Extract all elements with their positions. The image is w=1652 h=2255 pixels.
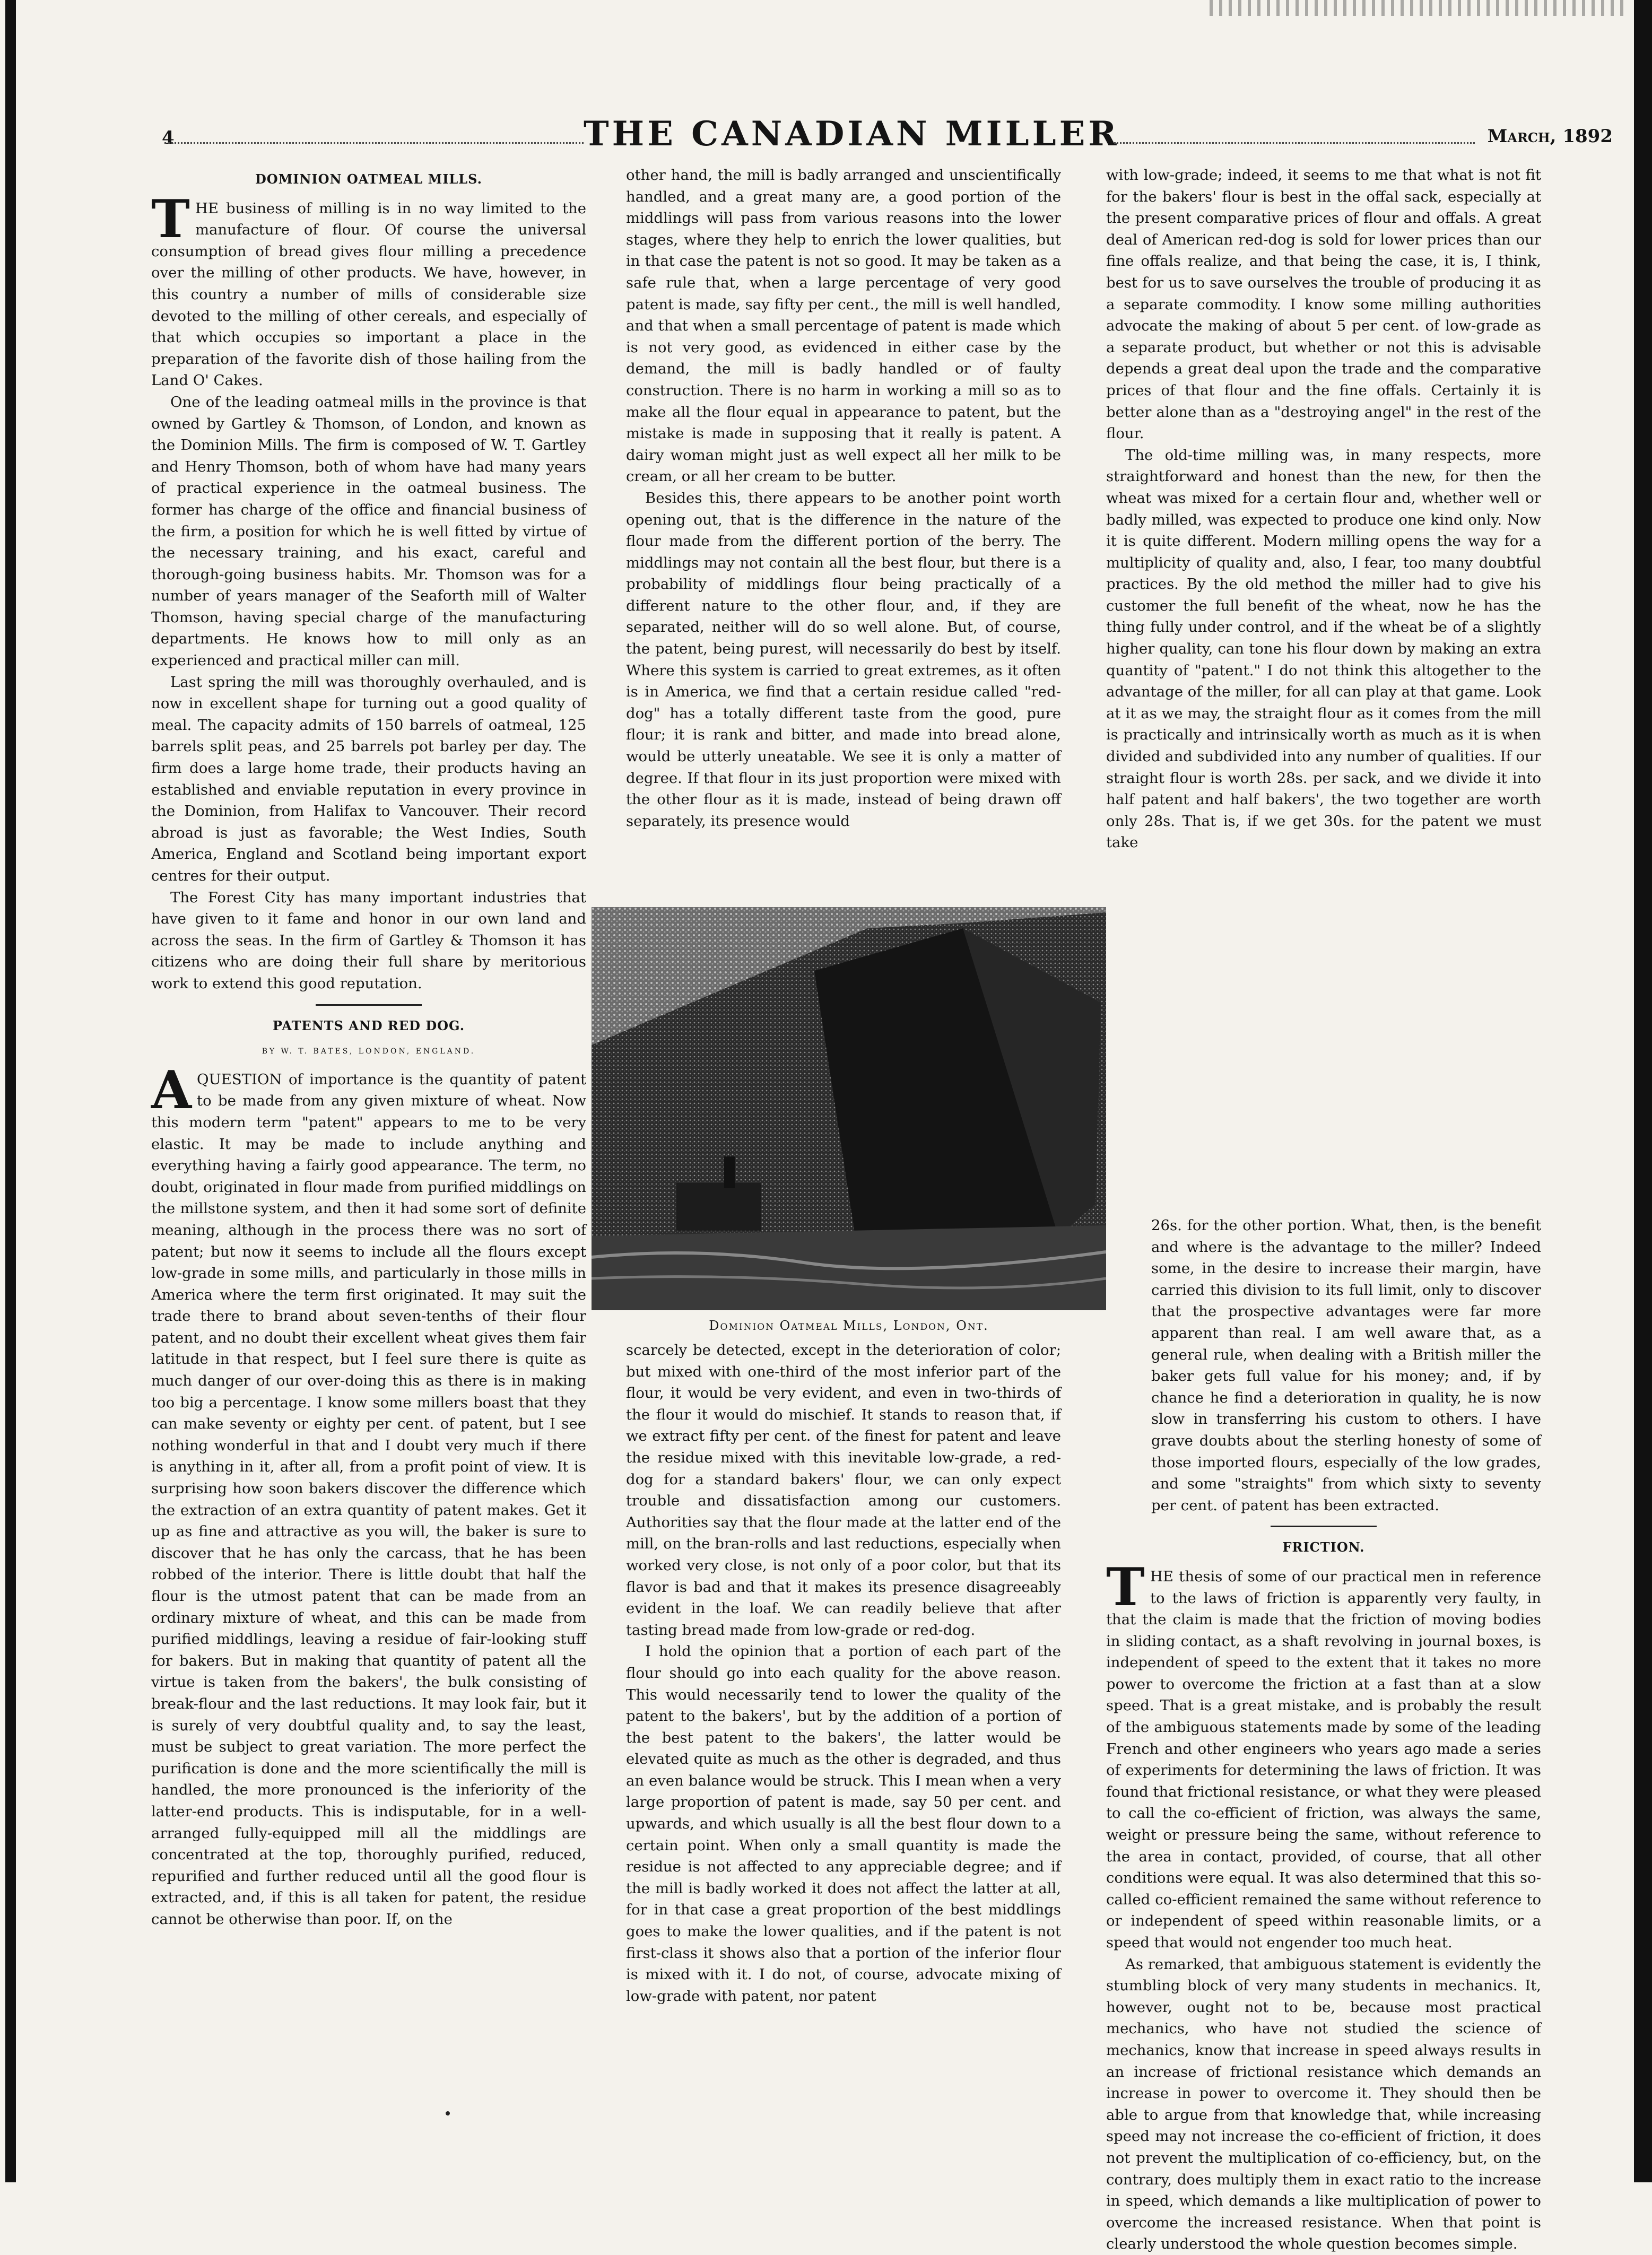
patents-p1-text: QUESTION of importance is the quantity of patent to be made from any given mixture of wheat. Now this modern term "patent" appears to me to be very elastic. It may be made to include anything and everything having a fairly good appearance. The term, no doubt, originated in flour made from purified middlings on the millstone system, and then it had some sort of definite meaning, although in the process there was no sort of patent; but now it seems to include all the flours except low-grade in some mills, and particularly in those mills in America where the term first originated. It may suit the trade there to brand about seven-tenths of their flour patent, and no doubt their excellent wheat gives them fair latitude in that respect, but I feel sure there is quite as much danger of our over-doing this as there is in making too big a percentage. I know some millers boast that they can make seventy or eighty per cent. of patent, but I see nothing wonderful in that and I doubt very much if there is anything in it, after all, from a profit point of view. It is surprising how soon bakers discover the difference which the extraction of an extra quantity of patent makes. Get it up as fine and attractive as you will, the baker is sure to discover that he has only the carcass, that he has been robbed of the interior. There is little doubt that half the flour is the utmost patent that can be made from an ordinary mixture of wheat, and this can be made from purified middlings, leaving a residue of fair-looking stuff for bakers. But in making that quantity of patent all the virtue is taken from the bakers', the bulk consisting of break-flour and the last reductions. It may look fair, but it is surely of very doubtful quality and, to say the least, must be subject to great variation. The more perfect the purification is done and the more scientifically the mill is handled, the more pronounced is the inferiority of the latter-end products. This is indisputable, for in a well-arranged fully-equipped mill all the middlings are concentrated at the top, thoroughly purified, reduced, repurified and further reduced until all the good flour is extracted, and, if this is all taken for patent, the residue cannot be otherwise than poor. If, on the [151,1070,586,1928]
article-title-patents: PATENTS AND RED DOG. [272,1017,465,1033]
scan-right-edge [1634,0,1652,2182]
patents-continued-7: 26s. for the other portion. What, then, is the benefit and where is the advantage to the miller? Indeed some, in the desire to increase their margin, have carried this division to its full limit, only to discover that the prospective advantages were far more apparent than real. I am well aware that, as a general rule, when dealing with a British miller the baker gets full value for his money; and, if by chance he find a deterioration in quality, he is now slow in transferring his custom to others. I have grave doubts about the sterling honesty of some of those imported flours, especially of the low grades, and some "straights" from which sixty to seventy per cent. of patent has been extracted. [1151,1217,1541,1514]
oatmeal-paragraph-4: The Forest City has many important industries that have given to it fame and honor in our own land and across the seas. In the firm of Gartley & Thomson it has citizens who are doing their full share by meritorious work to extend this good reputation. [151,889,586,992]
column-2-lower [626,1339,1061,2007]
oatmeal-paragraph-3: Last spring the mill was thoroughly overhauled, and is now in excellent shape for turning out a good quality of meal. The capacity admits of 150 barrels of oatmeal, 125 barrels split peas, and 25 barrels pot barley per day. The firm does a large home trade, their products having an established and enviable reputation in every province in the Dominion, from Halifax to Vancouver. Their record abroad is just as favorable; the West Indies, South America, England and Scotland being important export centres for their output. [151,673,586,884]
friction-paragraph-1 [1106,1556,1542,1954]
mill-photo-image [592,907,1106,1310]
article-byline: BY W. T. BATES, LONDON, ENGLAND. [262,1047,476,1056]
column-3 [1106,164,1541,854]
patents-continued-3: scarcely be detected, except in the deterioration of color; but mixed with one-third of the most inferior part of the flour, it would be very evident, and even in two-thirds of the flour it would do mischief. It stands to reason that, if we extract fifty per cent. of the finest for patent and leave the residue mixed with this inevitable low-grade, a red-dog for a standard bakers' flour, we can only expect trouble and dissatisfaction among our customers. Authorities say that the flour made at the latter end of the mill, on the bran-rolls and last reductions, especially when worked very close, is not only of a poor color, but that its flavor is bad and that it makes its presence disagreeably evident in the loaf. We can readily believe that after tasting bread made from low-grade or red-dog. [626,1342,1061,1639]
patents-continued-4: I hold the opinion that a portion of each part of the flour should go into each quality for the above reason. This would necessarily tend to lower the quality of the patent to the bakers', but by the addition of a portion of the best patent to the bakers', the latter would be elevated quite as much as the other is degraded, and thus an even balance would be struck. This I mean when a very large proportion of patent is made, say 50 per cent. and upwards, and which usually is all the best flour down to a certain point. When only a small quantity is made the residue is not affected to any appreciable degree; and if the mill is badly worked it does not affect the latter at all, for in that case a great proportion of the best middlings goes to make the lower qualities, and if the patent is not first-class it shows also that a portion of the inferior flour is mixed with it. I do not, of course, advocate mixing of low-grade with patent, nor patent [626,1643,1061,2005]
page-number: 4 [162,127,175,149]
patents-continued-6: The old-time milling was, in many respects, more straightforward and honest than the new, for then the wheat was mixed for a certain flour and, whether well or badly milled, was expected to produce one kind only. Now it is quite different. Modern milling opens the way for a multiplicity of quality and, also, I fear, too many doubtful practices. By the old method the miller had to give his customer the full benefit of the wheat, now he has the thing fully under control, and if the wheat be of a slightly higher quality, can tone his flour down by making an extra quantity of "patent." I do not think this altogether to the advantage of the miller, for all can play at that game. Look at it as we may, the straight flour as it comes from the mill is practically and intrinsically worth as much as it is when divided and subdivided into any number of qualities. If our straight flour is worth 28s. per sack, and we divide it into half patent and half bakers', the two together are worth only 28s. That is, if we get 30s. for the patent we must take [1106,446,1541,851]
patents-paragraph-1 [151,1059,586,1930]
section-divider [1271,1526,1377,1527]
header-rule-left [164,142,584,144]
article-title-friction: FRICTION. [1282,1539,1365,1555]
scan-binding-edge [5,0,16,2182]
page-header [154,114,1629,154]
friction-paragraph-2: As remarked, that ambiguous statement is evidently the stumbling block of very many students in mechanics. It, however, ought not to be, because most practical mechanics, who have not studied the science of mechanics, know that increase in speed always results in an increase of frictional resistance which demands an increase in power to overcome it. They should then be able to argue from that knowledge that, while increasing speed may not increase the co-efficient of friction, it does not prevent the multiplication of co-efficiency, but, on the contrary, does multiply them in exact ratio to the increase in speed, which demands a like multiplication of power to overcome the increased resistance. When that point is clearly understood the whole question becomes simple. [1106,1955,1541,2253]
article-title-oatmeal: DOMINION OATMEAL MILLS. [255,171,483,187]
column-1 [151,164,586,1930]
patents-continued-2: Besides this, there appears to be another point worth opening out, that is the difference in the nature of the flour made from the different portion of the berry. The middlings may not contain all the best flour, but there is a probability of middlings flour being practically of a different nature to the other flour, and, if they are separated, neither will do so well alone. But, of course, the patent, being purest, will necessarily do best by itself. Where this system is carried to great extremes, as it often is in America, we find that a certain residue called "red-dog" has a totally different taste from the good, pure flour; it is rank and bitter, and made into bread alone, would be utterly uneatable. We see it is only a matter of degree. If that flour in its just proportion were mixed with the other flour as it is made, instead of being drawn off separately, its presence would [626,489,1061,830]
scan-speckle [1210,0,1629,16]
mill-photograph [592,907,1106,1310]
drop-cap: A [151,1059,192,1121]
patents-continued-1: other hand, the mill is badly arranged and unscientifically handled, and a great many are, a good portion of the middlings will pass from various reasons into the lower stages, where they help to enrich the lower qualities, but in that case the patent is not so good. It may be taken as a safe rule that, when a large percentage of very good patent is made, say fifty per cent., the mill is well handled, and that when a small percentage of patent is made which is not very good, as evidenced in either case by the demand, the mill is badly handled or of faulty construction. There is no harm in working a mill so as to make all the flour equal in appearance to patent, but the mistake is made in supposing that it really is patent. A dairy woman might just as well expect all her milk to be cream, or all her cream to be butter. [626,167,1061,485]
column-2 [626,164,1061,832]
oatmeal-paragraph-2: One of the leading oatmeal mills in the province is that owned by Gartley & Thomson, of London, and known as the Dominion Mills. The firm is composed of W. T. Gartley and Henry Thomson, both of whom have had many years of practical experience in the oatmeal business. The former has charge of the office and financial business of the firm, a position for which he is well fitted by virtue of the necessary training, and his exact, careful and thorough-going business habits. Mr. Thomson was for a number of years manager of the Seaforth mill of Walter Thomson, having special charge of the manufacturing departments. He knows how to mill only as an experienced and practical miller can mill. [151,393,586,669]
masthead-title: THE CANADIAN MILLER [584,114,1120,154]
oatmeal-paragraph-1 [151,188,586,391]
oatmeal-p1-text: HE business of milling is in no way limited to the manufacture of flour. Of course the universal consumption of bread gives flour milling a precedence over the milling of other products. We have, however, in this country a number of mills of considerable size devoted to the milling of other cereals, and especially of that which occupies so important a place in the preparation of the favorite dish of those hailing from the Land O' Cakes. [151,199,586,389]
section-divider [316,1004,422,1006]
header-rule-right [1114,142,1475,144]
scan-dot [446,2111,450,2115]
issue-date: March, 1892 [1487,126,1613,147]
friction-p1-text: HE thesis of some of our practical men in reference to the laws of friction is apparently very faulty, in that the claim is made that the friction of moving bodies in sliding contact, as a shaft revolving in journal boxes, is independent of speed to the extent that it takes no more power to overcome the friction at a fast than at a slow speed. That is a great mistake, and is probably the result of the ambiguous statements made by some of the leading French and other engineers who years ago made a series of experiments for determining the laws of friction. It was found that frictional resistance, or what they were pleased to call the co-efficient of friction, was always the same, weight or pressure being the same, without reference to the area in contact, provided, of course, that all other conditions were equal. It was also determined that this so-called co-efficient remained the same without reference to or independent of speed within reasonable limits, or a speed that would not engender too much heat. [1106,1568,1542,1951]
drop-cap: T [1106,1556,1145,1618]
photo-caption: Dominion Oatmeal Mills, London, Ont. [709,1318,989,1333]
drop-cap: T [151,188,190,250]
column-3-lower [1106,1215,1541,2255]
patents-continued-5: with low-grade; indeed, it seems to me that what is not fit for the bakers' flour is best in the offal sack, especially at the present comparative prices of flour and offals. A great deal of American red-dog is sold for lower prices than our fine offals realize, and that being the case, it is, I think, best for us to save ourselves the trouble of producing it as a separate commodity. I know some milling authorities advocate the making of about 5 per cent. of low-grade as a separate product, but whether or not this is advisable depends a great deal upon the trade and the comparative prices of that flour and the fine offals. Certainly it is better alone than as a "destroying angel" in the rest of the flour. [1106,167,1541,442]
